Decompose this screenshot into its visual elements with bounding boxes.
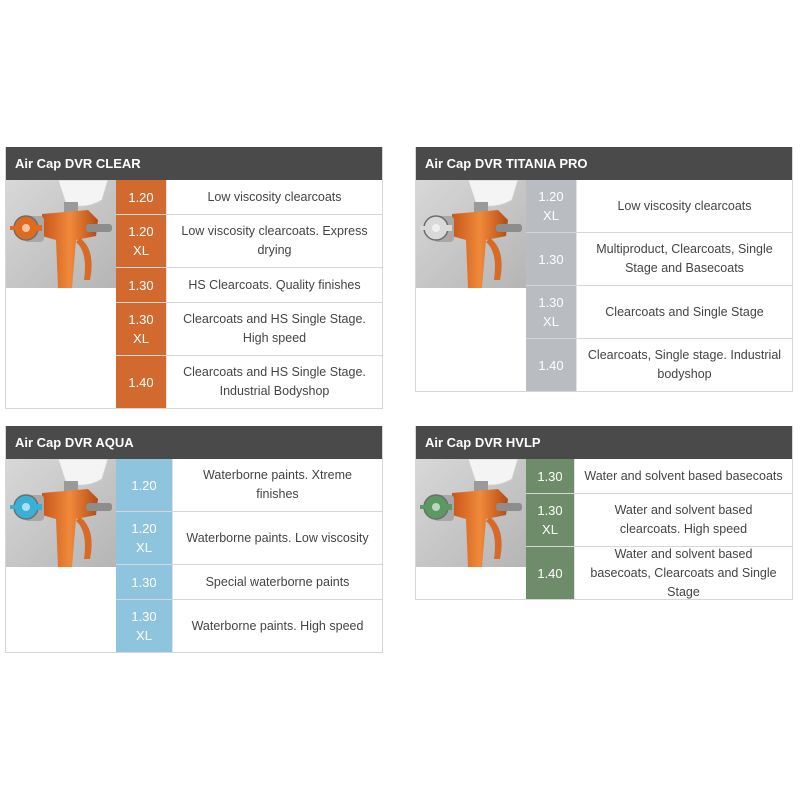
application-cell: Clearcoats and HS Single Stage. Industrial Bodyshop [166,356,382,408]
spray-gun-image-cell [416,180,526,391]
spray-gun-image-cell [6,459,116,652]
nozzle-size-cell: 1.20 XL [116,215,166,267]
nozzle-size-cell: 1.30 XL [116,600,172,652]
card-title: Air Cap DVR HVLP [416,426,792,459]
card-title: Air Cap DVR AQUA [6,426,382,459]
table-row [526,286,792,339]
nozzle-table [526,459,792,599]
nozzle-size-cell: 1.30 XL [526,494,574,546]
nozzle-size-cell: 1.30 XL [526,286,576,338]
nozzle-size-cell: 1.30 [526,233,576,285]
spray-gun-image-cell [6,180,116,408]
spray-gun-image [416,180,526,288]
table-row [116,180,382,215]
application-cell: Waterborne paints. Low viscosity [172,512,382,564]
nozzle-size-cell: 1.20 XL [526,180,576,232]
nozzle-table [526,180,792,391]
application-cell: Low viscosity clearcoats [166,180,382,214]
table-row [116,600,382,652]
aircap-card-clear [5,147,383,409]
application-cell: Low viscosity clearcoats [576,180,792,232]
application-cell: Clearcoats and HS Single Stage. High speed [166,303,382,355]
nozzle-size-cell: 1.20 [116,459,172,511]
table-row [116,356,382,408]
table-row [116,565,382,600]
nozzle-table [116,459,382,652]
nozzle-size-cell: 1.30 XL [116,303,166,355]
application-cell: Clearcoats and Single Stage [576,286,792,338]
application-cell: Low viscosity clearcoats. Express drying [166,215,382,267]
table-row [116,303,382,356]
nozzle-table [116,180,382,408]
application-cell: Waterborne paints. Xtreme finishes [172,459,382,511]
application-cell: Multiproduct, Clearcoats, Single Stage and Basecoats [576,233,792,285]
nozzle-size-cell: 1.40 [526,547,574,599]
table-row [526,339,792,391]
table-row [116,215,382,268]
spray-gun-image [416,459,526,567]
application-cell: Water and solvent based basecoats [574,459,792,493]
nozzle-size-cell: 1.30 [116,565,172,599]
table-row [526,180,792,233]
table-row [526,233,792,286]
table-row [116,459,382,512]
aircap-card-hvlp [415,426,793,600]
table-row [116,268,382,303]
nozzle-size-cell: 1.20 [116,180,166,214]
table-row [526,494,792,547]
aircap-card-aqua [5,426,383,653]
nozzle-size-cell: 1.30 [526,459,574,493]
aircap-card-titania-pro [415,147,793,392]
application-cell: Special waterborne paints [172,565,382,599]
card-title: Air Cap DVR CLEAR [6,147,382,180]
application-cell: Clearcoats, Single stage. Industrial bodyshop [576,339,792,391]
table-row [526,459,792,494]
application-cell: HS Clearcoats. Quality finishes [166,268,382,302]
nozzle-size-cell: 1.20 XL [116,512,172,564]
nozzle-size-cell: 1.30 [116,268,166,302]
nozzle-size-cell: 1.40 [526,339,576,391]
card-title: Air Cap DVR TITANIA PRO [416,147,792,180]
application-cell: Water and solvent based basecoats, Clearcoats and Single Stage [574,547,792,599]
nozzle-size-cell: 1.40 [116,356,166,408]
spray-gun-image [6,180,116,288]
spray-gun-image [6,459,116,567]
spray-gun-image-cell [416,459,526,599]
application-cell: Water and solvent based clearcoats. High speed [574,494,792,546]
application-cell: Waterborne paints. High speed [172,600,382,652]
table-row [116,512,382,565]
table-row [526,547,792,599]
